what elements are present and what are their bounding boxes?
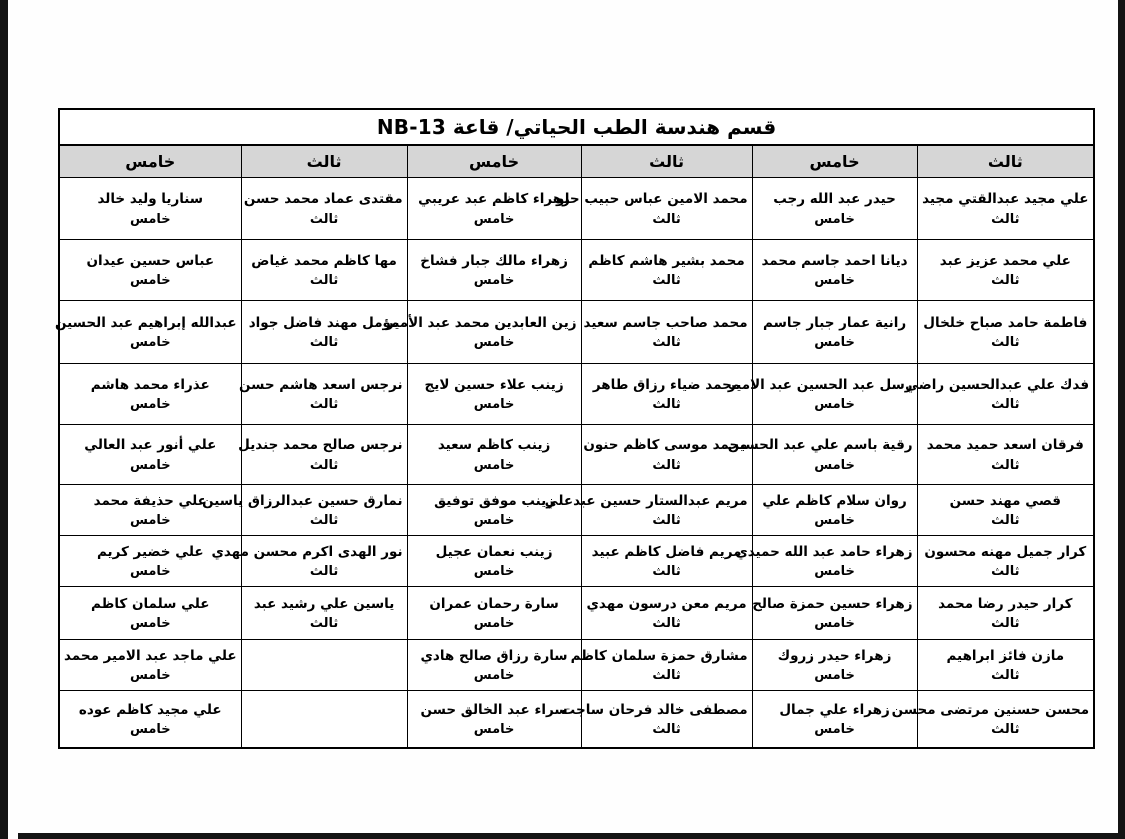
student-level: خامس	[129, 513, 171, 529]
student-name: مصطفى خالد فرحان ساجت	[561, 701, 748, 718]
student-level: خامس	[473, 668, 515, 684]
student-level: خامس	[814, 273, 855, 289]
student-level: خامس	[129, 335, 171, 351]
student-level: ثالث	[652, 513, 681, 529]
student-cell	[581, 536, 752, 587]
student-name: محمد بشير هاشم كاظم	[588, 252, 745, 269]
column-header-1: خامس	[752, 145, 917, 178]
student-name: ديانا احمد جاسم محمد	[761, 252, 908, 269]
student-name: عبدالله إبراهيم عبد الحسين	[55, 314, 237, 331]
student-cell	[407, 691, 581, 749]
student-cell	[917, 485, 1094, 536]
student-cell	[581, 240, 752, 301]
student-cell	[407, 178, 581, 240]
student-level: ثالث	[652, 564, 681, 580]
student-name: مؤمل مهند فاضل جواد	[248, 314, 400, 331]
student-name: مريم عبدالستار حسين عبدعلي	[544, 492, 748, 509]
student-name: رانية عمار جبار جاسم	[763, 314, 907, 331]
student-cell	[407, 587, 581, 640]
student-level: ثالث	[991, 722, 1020, 738]
student-cell	[59, 691, 241, 749]
student-cell	[917, 536, 1094, 587]
student-name: محمد الامين عباس حبيب حلو	[555, 191, 748, 208]
student-level: خامس	[473, 722, 515, 738]
student-level: ثالث	[991, 211, 1020, 227]
student-name: زين العابدين محمد عبد الأمير	[385, 314, 577, 331]
student-name: محمد صاحب جاسم سعيد	[583, 314, 748, 331]
student-level: ثالث	[309, 513, 339, 529]
student-level: خامس	[814, 457, 855, 473]
student-level: خامس	[473, 335, 515, 351]
student-name: عباس حسين عيدان	[86, 252, 215, 269]
student-name: محمد ضياء رزاق طاهر	[592, 376, 741, 393]
student-level: خامس	[473, 564, 515, 580]
student-level: ثالث	[991, 273, 1020, 289]
student-level: ثالث	[652, 668, 681, 684]
student-cell	[59, 240, 241, 301]
student-cell	[917, 640, 1094, 691]
student-level: خامس	[129, 564, 171, 580]
student-level: خامس	[473, 273, 515, 289]
student-cell	[385, 301, 581, 364]
student-level: خامس	[473, 457, 515, 473]
student-cell	[407, 240, 581, 301]
student-name: نرجس صالح محمد جنديل	[238, 437, 403, 454]
table-row	[59, 178, 1094, 240]
student-level: خامس	[814, 722, 855, 738]
student-cell	[752, 485, 917, 536]
page-title: قسم هندسة الطب الحياتي/ قاعة NB-13	[59, 109, 1094, 145]
student-name: كرار جميل مهنه محسون	[924, 543, 1087, 560]
scan-edge-right	[1118, 0, 1125, 839]
student-cell	[555, 178, 752, 240]
student-cell	[917, 301, 1094, 364]
table-row	[59, 691, 1094, 749]
student-level: ثالث	[652, 616, 681, 632]
student-name: مشارق حمزة سلمان كاظم	[570, 647, 748, 664]
table-row	[59, 425, 1094, 485]
student-level: خامس	[473, 616, 515, 632]
student-name: زهراء حامد عبد الله حميدي	[735, 543, 913, 560]
student-name: علي مجيد كاظم عوده	[78, 701, 222, 718]
student-name: سارة رحمان عمران	[429, 595, 559, 612]
student-level: ثالث	[309, 616, 339, 632]
scan-edge-left	[0, 0, 8, 839]
scan-edge-bottom	[18, 833, 1125, 839]
student-cell	[241, 178, 407, 240]
student-name: زهراء حيدر زروك	[777, 647, 892, 664]
student-level: خامس	[473, 513, 515, 529]
student-cell	[55, 301, 241, 364]
student-level: ثالث	[309, 211, 339, 227]
student-level: ثالث	[991, 397, 1020, 413]
student-cell	[581, 425, 752, 485]
student-name: علي سلمان كاظم	[91, 595, 210, 612]
student-level: ثالث	[991, 616, 1020, 632]
student-level: ثالث	[652, 457, 681, 473]
student-cell	[59, 640, 241, 691]
student-cell	[917, 240, 1094, 301]
student-level: ثالث	[652, 397, 681, 413]
student-cell	[570, 640, 752, 691]
student-cell	[581, 587, 752, 640]
student-name: سناريا وليد خالد	[97, 191, 204, 208]
student-cell	[891, 691, 1094, 749]
student-level: ثالث	[309, 564, 339, 580]
student-name: زهراء علي جمال	[779, 701, 890, 718]
student-cell	[905, 364, 1094, 425]
student-cell	[752, 691, 917, 749]
empty-cell	[241, 691, 407, 749]
student-level: ثالث	[309, 457, 339, 473]
student-level: خامس	[814, 335, 855, 351]
student-level: ثالث	[991, 513, 1020, 529]
table-row	[59, 640, 1094, 691]
table-body	[55, 178, 1094, 749]
student-name: علي ماجد عبد الامير محمد	[64, 647, 237, 664]
student-level: ثالث	[652, 722, 681, 738]
student-level: خامس	[129, 397, 171, 413]
student-cell	[752, 240, 917, 301]
student-level: خامس	[129, 616, 171, 632]
student-level: ثالث	[309, 273, 339, 289]
student-name: روان سلام كاظم علي	[762, 492, 907, 509]
student-level: خامس	[129, 668, 171, 684]
student-cell	[917, 425, 1094, 485]
student-cell	[727, 364, 917, 425]
student-level: خامس	[814, 616, 855, 632]
student-name: فدك علي عبدالحسين راضي	[905, 376, 1090, 393]
student-name: رقية باسم علي عبد الحسين	[727, 437, 913, 454]
student-cell	[202, 485, 407, 536]
student-cell	[59, 587, 241, 640]
student-name: زينب كاظم سعيد	[437, 437, 551, 454]
student-name: زينب علاء حسين لايج	[424, 376, 564, 393]
student-name: قصي مهند حسن	[949, 492, 1062, 509]
student-level: ثالث	[309, 397, 339, 413]
column-header-3: خامس	[407, 145, 581, 178]
student-name: نمارق حسين عبدالرزاق ياسين	[202, 492, 403, 509]
student-cell	[735, 536, 917, 587]
student-level: خامس	[473, 397, 515, 413]
student-cell	[561, 691, 752, 749]
student-level: خامس	[129, 273, 171, 289]
student-cell	[241, 301, 407, 364]
student-cell	[917, 587, 1094, 640]
student-cell	[407, 640, 581, 691]
student-cell	[407, 364, 581, 425]
student-name: نور الهدى اكرم محسن مهدي	[211, 543, 403, 560]
student-name: علي محمد عزيز عبد	[939, 252, 1071, 269]
column-header-0: ثالث	[917, 145, 1094, 178]
student-name: مريم معن درسون مهدي	[586, 595, 747, 612]
student-name: علي خضير كريم	[96, 543, 204, 560]
student-name: علي حذيفة محمد	[93, 492, 207, 509]
student-cell	[241, 587, 407, 640]
student-name: مقتدى عماد محمد حسن	[243, 191, 403, 208]
table-row	[59, 301, 1094, 364]
student-name: مها كاظم محمد غياض	[251, 252, 397, 269]
student-level: ثالث	[991, 457, 1020, 473]
title-row	[59, 109, 1094, 145]
student-name: علي مجيد عبدالقتي مجيد	[922, 191, 1089, 208]
student-cell	[59, 178, 241, 240]
student-cell	[727, 425, 917, 485]
student-level: ثالث	[652, 335, 681, 351]
student-name: زينب نعمان عجيل	[435, 543, 553, 560]
student-name: فاطمة حامد صباح خلخال	[923, 314, 1088, 331]
student-level: ثالث	[991, 668, 1020, 684]
student-cell	[59, 425, 241, 485]
student-name: زهراء مالك جبار فشاخ	[420, 252, 568, 269]
student-name: سراء عبد الخالق حسن	[420, 701, 568, 718]
student-name: زهراء كاظم عبد عريبي	[418, 191, 570, 208]
student-cell	[407, 425, 581, 485]
student-level: خامس	[129, 722, 171, 738]
student-cell	[581, 364, 752, 425]
student-level: ثالث	[991, 335, 1020, 351]
student-cell	[241, 240, 407, 301]
student-name: عذراء محمد هاشم	[90, 376, 210, 393]
student-level: خامس	[129, 211, 171, 227]
student-cell	[752, 640, 917, 691]
student-level: خامس	[814, 211, 855, 227]
table-row	[59, 485, 1094, 536]
student-level: خامس	[473, 211, 515, 227]
student-level: خامس	[814, 668, 855, 684]
student-level: ثالث	[652, 273, 681, 289]
student-name: نرجس اسعد هاشم حسن	[238, 376, 403, 393]
table-row	[59, 240, 1094, 301]
header-row	[59, 145, 1094, 178]
student-level: خامس	[129, 457, 171, 473]
student-name: مريم فاضل كاظم عبيد	[591, 543, 742, 560]
student-cell	[917, 178, 1094, 240]
student-cell	[59, 364, 241, 425]
student-name: رسل عبد الحسين عبد الامير	[727, 376, 913, 393]
student-name: ياسين علي رشيد عبد	[253, 595, 395, 612]
student-name: محمد موسى كاظم حنون	[583, 437, 748, 454]
student-name: زينب موفق توفيق	[434, 492, 555, 509]
column-header-4: ثالث	[241, 145, 407, 178]
student-cell	[581, 301, 752, 364]
table-row	[59, 364, 1094, 425]
student-name: علي أنور عبد العالي	[84, 437, 217, 454]
student-level: ثالث	[991, 564, 1020, 580]
column-header-5: خامس	[59, 145, 241, 178]
student-level: خامس	[814, 513, 855, 529]
student-cell	[752, 178, 917, 240]
student-level: خامس	[814, 564, 855, 580]
student-name: سارة رزاق صالح هادي	[420, 647, 568, 664]
student-cell	[544, 485, 752, 536]
student-cell	[752, 301, 917, 364]
table-row	[59, 536, 1094, 587]
student-name: محسن حسنين مرتضى محسن	[891, 701, 1090, 718]
table-row	[59, 587, 1094, 640]
student-name: كرار حيدر رضا محمد	[938, 595, 1073, 612]
student-cell	[407, 536, 581, 587]
student-level: ثالث	[309, 335, 339, 351]
student-name: حيدر عبد الله رجب	[773, 191, 896, 208]
student-cell	[238, 425, 407, 485]
empty-cell	[241, 640, 407, 691]
student-level: خامس	[814, 397, 855, 413]
exam-hall-roster-table	[55, 108, 1095, 749]
student-name: زهراء حسين حمزة صالح	[752, 595, 913, 612]
student-name: مازن فائز ابراهيم	[946, 647, 1065, 664]
student-cell	[238, 364, 407, 425]
student-level: ثالث	[652, 211, 681, 227]
column-header-2: ثالث	[581, 145, 752, 178]
student-name: فرقان اسعد حميد محمد	[926, 437, 1084, 454]
student-cell	[752, 587, 917, 640]
student-cell	[211, 536, 407, 587]
